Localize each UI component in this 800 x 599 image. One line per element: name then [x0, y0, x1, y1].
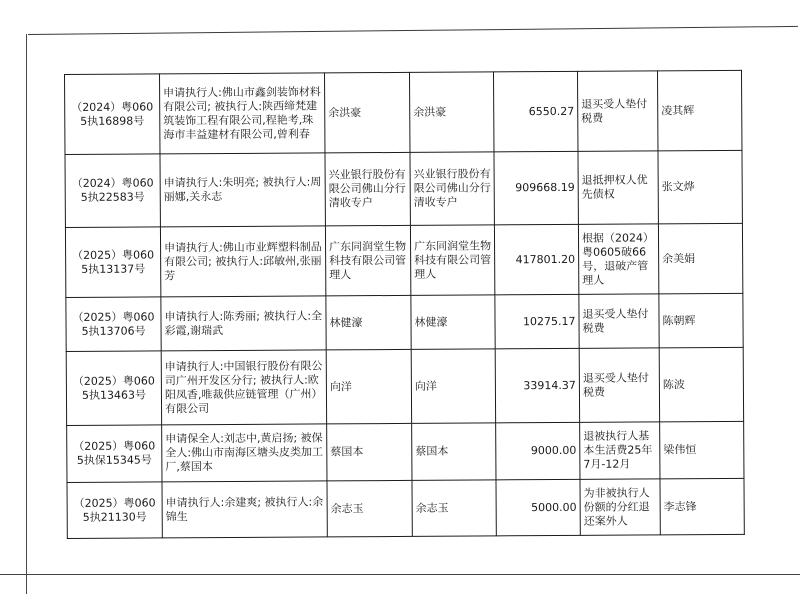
parties-cell: 申请执行人:陈秀丽; 被执行人:全彩霞,谢瑞武 [161, 296, 326, 351]
parties-cell: 申请执行人:余建爽; 被执行人:余锦生 [162, 481, 327, 538]
document-sheet [64, 70, 745, 539]
table-row [66, 293, 743, 351]
handler-cell: 陈波 [659, 347, 743, 422]
handler-cell: 陈朝辉 [659, 293, 743, 348]
reason-cell: 退抵押权人优先债权 [578, 151, 658, 224]
case-number-cell: （2025）粤0605执13463号 [66, 351, 161, 426]
case-number-cell: （2025）粤0605执保15345号 [67, 425, 162, 483]
parties-cell: 申请保全人:刘志中,黄启扬; 被保全人:佛山市南海区塘头皮类加工厂,蔡国本 [162, 424, 327, 482]
amount-cell: 417801.20 [494, 224, 578, 295]
parties-cell: 申请执行人:朱明亮; 被执行人:周丽娜,关永志 [160, 153, 325, 227]
table-row [65, 70, 742, 154]
payee-cell: 兴业银行股份有限公司佛山分行清收专户 [325, 152, 410, 226]
case-number-cell: （2025）粤0605执13137号 [65, 227, 160, 298]
account-name-cell: 余志玉 [412, 480, 496, 537]
reason-cell: 退被执行人基本生活费25年7月-12月 [580, 422, 660, 479]
payee-cell: 林健濠 [326, 295, 411, 350]
account-name-cell: 林健濠 [411, 295, 495, 350]
handler-cell: 张文烨 [658, 150, 742, 224]
paper-edge-top [28, 26, 798, 35]
table-row [65, 150, 742, 227]
payee-cell: 向洋 [326, 349, 411, 424]
amount-cell: 909668.19 [494, 151, 578, 225]
handler-cell: 李志锋 [660, 478, 744, 535]
paper-edge-left [26, 34, 27, 594]
amount-cell: 9000.00 [496, 422, 580, 480]
case-number-cell: （2025）粤0605执13706号 [66, 297, 161, 352]
case-number-cell: （2024）粤0605执16898号 [65, 74, 160, 155]
reason-cell: 退买受人垫付税费 [579, 294, 659, 348]
table-row [67, 421, 744, 482]
parties-cell: 申请执行人:佛山市鑫剑装饰材料有限公司; 被执行人:陕西缔梵建筑装饰工程有限公司,程艳考,珠海市丰益建材有限公司,曾利春 [160, 73, 325, 154]
payee-cell: 广东同润堂生物科技有限公司管理人 [325, 225, 410, 296]
case-number-cell: （2024）粤0605执22583号 [65, 154, 160, 228]
paper-edge-bottom [0, 574, 800, 575]
reason-cell: 根据（2024）粤0605破66号，退破产管理人 [578, 224, 658, 294]
payee-cell: 余志玉 [327, 480, 412, 537]
account-name-cell: 兴业银行股份有限公司佛山分行清收专户 [410, 152, 494, 226]
account-name-cell: 向洋 [411, 349, 495, 424]
parties-cell: 申请执行人:佛山市业辉塑料制品有限公司; 被执行人:邱敏州,张丽芳 [160, 226, 325, 297]
table-row [67, 478, 744, 538]
case-number-cell: （2025）粤0605执21130号 [67, 482, 162, 539]
reason-cell: 退买受人垫付税费 [577, 71, 657, 151]
handler-cell: 梁伟恒 [660, 421, 744, 479]
amount-cell: 5000.00 [496, 479, 580, 536]
reason-cell: 退买受人垫付税费 [579, 348, 659, 422]
handler-cell: 凌其辉 [657, 70, 741, 151]
amount-cell: 10275.17 [495, 294, 579, 349]
table-row [65, 223, 742, 297]
payee-cell: 蔡国本 [327, 423, 412, 481]
payee-cell: 余洪豪 [324, 72, 409, 153]
account-name-cell: 蔡国本 [412, 423, 496, 481]
amount-cell: 6550.27 [493, 71, 577, 152]
parties-cell: 申请执行人:中国银行股份有限公司广州开发区分行; 被执行人:欧阳凤香,唯裁供应链管理（广州）有限公司 [161, 350, 326, 425]
table-row [66, 347, 743, 425]
account-name-cell: 广东同润堂生物科技有限公司管理人 [410, 225, 494, 296]
reason-cell: 为非被执行人份额的分红退还案外人 [580, 479, 660, 535]
amount-cell: 33914.37 [495, 348, 579, 423]
handler-cell: 余美娟 [658, 223, 742, 294]
account-name-cell: 余洪豪 [409, 72, 493, 153]
refund-ledger-table [64, 70, 745, 539]
